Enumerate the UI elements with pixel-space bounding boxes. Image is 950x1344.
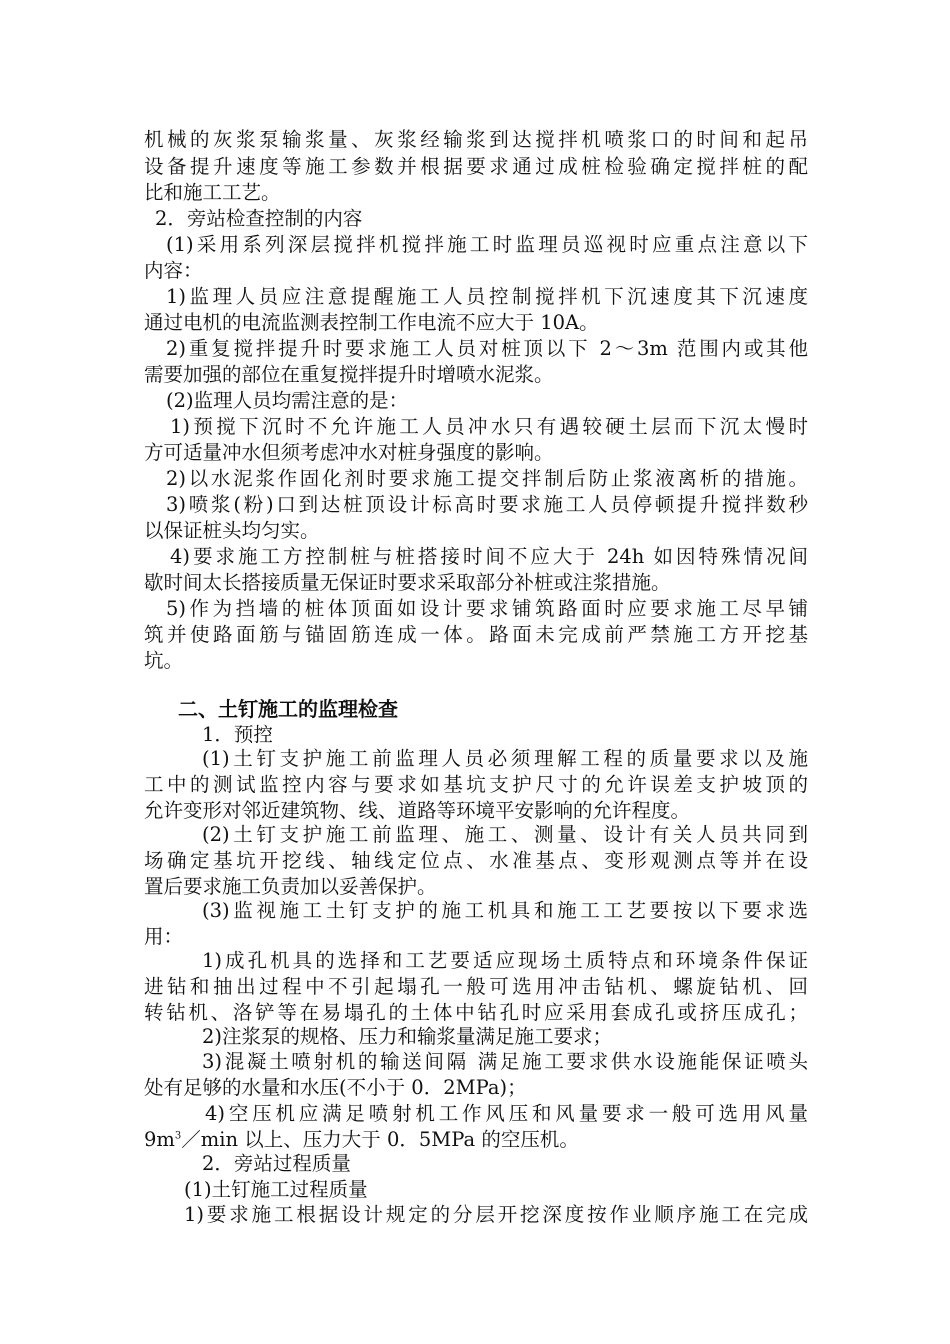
paragraph-line: 机械的灰浆泵输浆量、灰浆经输浆到达搅拌机喷浆口的时间和起吊 bbox=[144, 128, 808, 151]
paragraph-line: 处有足够的水量和水压(不小于 0．2MPa)； bbox=[144, 1076, 527, 1099]
paragraph-line: 内容： bbox=[144, 259, 203, 282]
paragraph-line: 2)重复搅拌提升时要求施工人员对桩顶以下 2～3m 范围内或其他 bbox=[166, 337, 808, 360]
paragraph-line: 4)要求施工方控制桩与桩搭接时间不应大于 24h 如因特殊情况间 bbox=[170, 545, 808, 568]
paragraph-line: 允许变形对邻近建筑物、线、道路等环境平安影响的允许程度。 bbox=[144, 799, 691, 822]
paragraph-line: 转钻机、洛铲等在易塌孔的土体中钻孔时应采用套成孔或挤压成孔； bbox=[144, 1001, 808, 1024]
paragraph-line: 3)喷浆(粉)口到达桩顶设计标高时要求施工人员停顿提升搅拌数秒 bbox=[166, 493, 808, 516]
paragraph-line: 1)要求施工根据设计规定的分层开挖深度按作业顺序施工在完成 bbox=[184, 1203, 808, 1226]
chapter-heading: 二、土钉施工的监理检查 bbox=[178, 697, 398, 721]
paragraph-line: 方可适量冲水但须考虑冲水对桩身强度的影响。 bbox=[144, 441, 554, 464]
unit-text: ／min 以上、压力大于 0．5MPa 的空压机。 bbox=[181, 1128, 579, 1151]
paragraph-line: 用： bbox=[144, 925, 184, 948]
paragraph-line: 通过电机的电流监测表控制工作电流不应大于 10A。 bbox=[144, 311, 599, 334]
paragraph-line: 置后要求施工负责加以妥善保护。 bbox=[144, 875, 437, 898]
paragraph-line: 进钻和抽出过程中不引起塌孔一般可选用冲击钻机、螺旋钻机、回 bbox=[144, 975, 808, 998]
paragraph-line: 歇时间太长搭接质量无保证时要求采取部分补桩或注浆措施。 bbox=[144, 571, 671, 594]
paragraph-line: 3)混凝土喷射机的输送间隔 满足施工要求供水设施能保证喷头 bbox=[202, 1050, 808, 1073]
paragraph-line: (1)土钉支护施工前监理人员必须理解工程的质量要求以及施 bbox=[202, 747, 808, 770]
paragraph-line: 2)注浆泵的规格、压力和输浆量满足施工要求； bbox=[202, 1025, 613, 1048]
paragraph-line: 2)以水泥浆作固化剂时要求施工提交拌制后防止浆液离析的措施。 bbox=[166, 467, 808, 490]
paragraph-line: 筑并使路面筋与锚固筋连成一体。路面未完成前严禁施工方开挖基 bbox=[144, 623, 808, 646]
paragraph-line: 场确定基坑开挖线、轴线定位点、水准基点、变形观测点等并在设 bbox=[144, 849, 808, 872]
paragraph-line: (1)采用系列深层搅拌机搅拌施工时监理员巡视时应重点注意以下 bbox=[166, 233, 808, 256]
paragraph-line: 1)监理人员应注意提醒施工人员控制搅拌机下沉速度其下沉速度 bbox=[166, 285, 808, 308]
paragraph-line: 设备提升速度等施工参数并根据要求通过成桩检验确定搅拌桩的配 bbox=[144, 155, 808, 178]
paragraph-line: (1)土钉施工过程质量 bbox=[184, 1178, 368, 1201]
unit-text: 9m bbox=[144, 1128, 175, 1151]
paragraph-line: 需要加强的部位在重复搅拌提升时增喷水泥浆。 bbox=[144, 363, 554, 386]
paragraph-line bbox=[144, 1127, 808, 1153]
superscript: 3 bbox=[174, 1130, 182, 1142]
paragraph-line: 5)作为挡墙的桩体顶面如设计要求铺筑路面时应要求施工尽早铺 bbox=[166, 597, 808, 620]
paragraph-line: (2)监理人员均需注意的是： bbox=[166, 389, 409, 412]
paragraph-line: (2)土钉支护施工前监理、施工、测量、设计有关人员共同到 bbox=[202, 823, 808, 846]
section-heading: 2．旁站检查控制的内容 bbox=[155, 207, 363, 230]
paragraph-line: 工中的测试监控内容与要求如基坑支护尺寸的允许误差支护坡顶的 bbox=[144, 773, 808, 796]
paragraph-line: 以保证桩头均匀实。 bbox=[144, 519, 320, 542]
paragraph-line: 比和施工工艺。 bbox=[144, 181, 281, 204]
paragraph-line: (3)监视施工土钉支护的施工机具和施工工艺要按以下要求选 bbox=[202, 899, 808, 922]
section-heading: 2．旁站过程质量 bbox=[202, 1152, 351, 1175]
section-heading: 1．预控 bbox=[202, 723, 273, 746]
paragraph-line: 坑。 bbox=[144, 649, 184, 672]
paragraph-line: 4)空压机应满足喷射机工作风压和风量要求一般可选用风量 bbox=[205, 1102, 808, 1125]
paragraph-line: 1)成孔机具的选择和工艺要适应现场土质特点和环境条件保证 bbox=[202, 949, 808, 972]
paragraph-line: 1)预搅下沉时不允许施工人员冲水只有遇较硬土层而下沉太慢时 bbox=[170, 415, 808, 438]
